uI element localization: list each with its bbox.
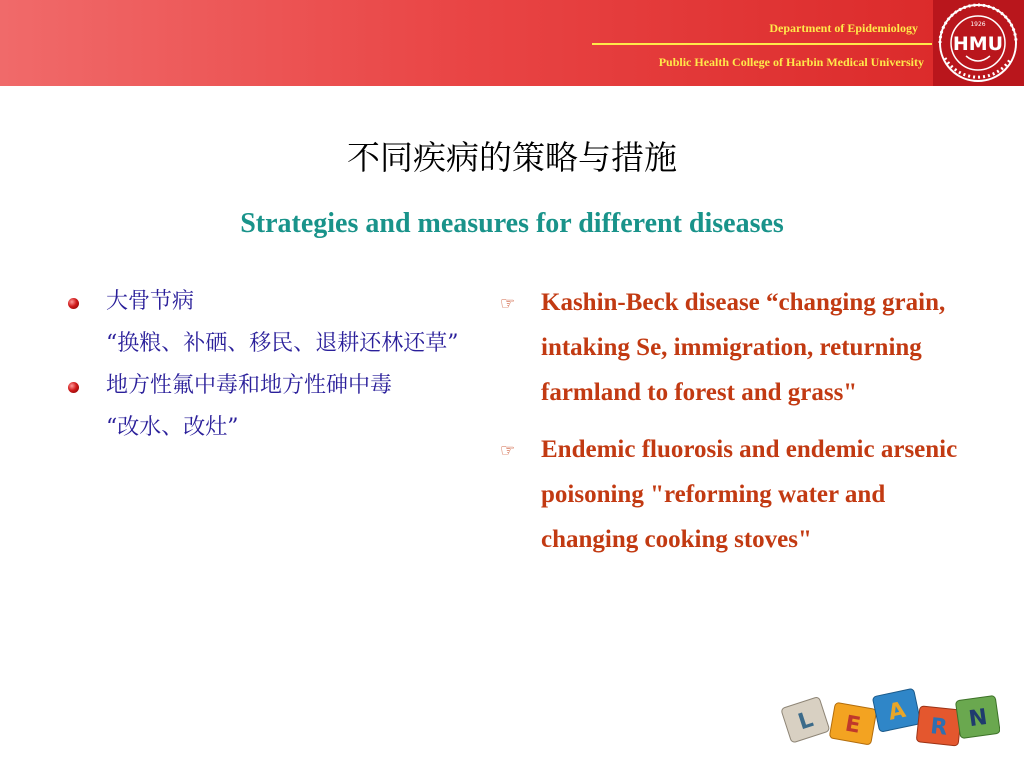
header-bar [0, 0, 1024, 86]
list-item [66, 371, 476, 401]
strategy-text: Endemic fluorosis and endemic arsenic poisoning "reforming water and changing cooking stoves" [541, 436, 958, 553]
block-letter-a: A [885, 697, 908, 726]
bullet-icon [68, 298, 79, 309]
right-column [500, 280, 970, 574]
block-letter-l: L [795, 707, 817, 736]
list-item [500, 280, 970, 415]
block-letter-n: N [967, 704, 989, 733]
disease-label: 大骨节病 [106, 289, 195, 314]
measure-text: “换粮、补硒、移民、退耕还林还草” [106, 331, 459, 356]
left-column [66, 287, 476, 455]
logo-year: 1926 [970, 21, 986, 28]
list-item [66, 287, 476, 317]
block-letter-e: E [843, 711, 863, 739]
pointing-hand-icon: ☞ [500, 294, 516, 313]
logo-text: HMU [952, 33, 1004, 55]
disease-label: 地方性氟中毒和地方性砷中毒 [106, 373, 393, 398]
page-title-en: Strategies and measures for different diseases [240, 208, 784, 239]
college-label: Public Health College of Harbin Medical University [658, 55, 924, 69]
pointing-hand-icon: ☞ [500, 441, 516, 460]
bullet-icon [68, 382, 79, 393]
hmu-seal-icon [933, 0, 1024, 86]
measure-text: “改水、改灶” [106, 415, 239, 440]
page-title-cn: 不同疾病的策略与措施 [347, 138, 677, 177]
university-logo [933, 0, 1024, 86]
department-label: Department of Epidemiology [769, 21, 918, 35]
strategy-text: Kashin-Beck disease “changing grain, intaking Se, immigration, returning farmland to forest and grass" [541, 289, 946, 406]
header-divider [592, 43, 932, 45]
learn-blocks-icon [780, 682, 1000, 762]
list-item [500, 427, 970, 562]
learn-puzzle-graphic [780, 682, 1000, 766]
block-letter-r: R [929, 714, 949, 741]
